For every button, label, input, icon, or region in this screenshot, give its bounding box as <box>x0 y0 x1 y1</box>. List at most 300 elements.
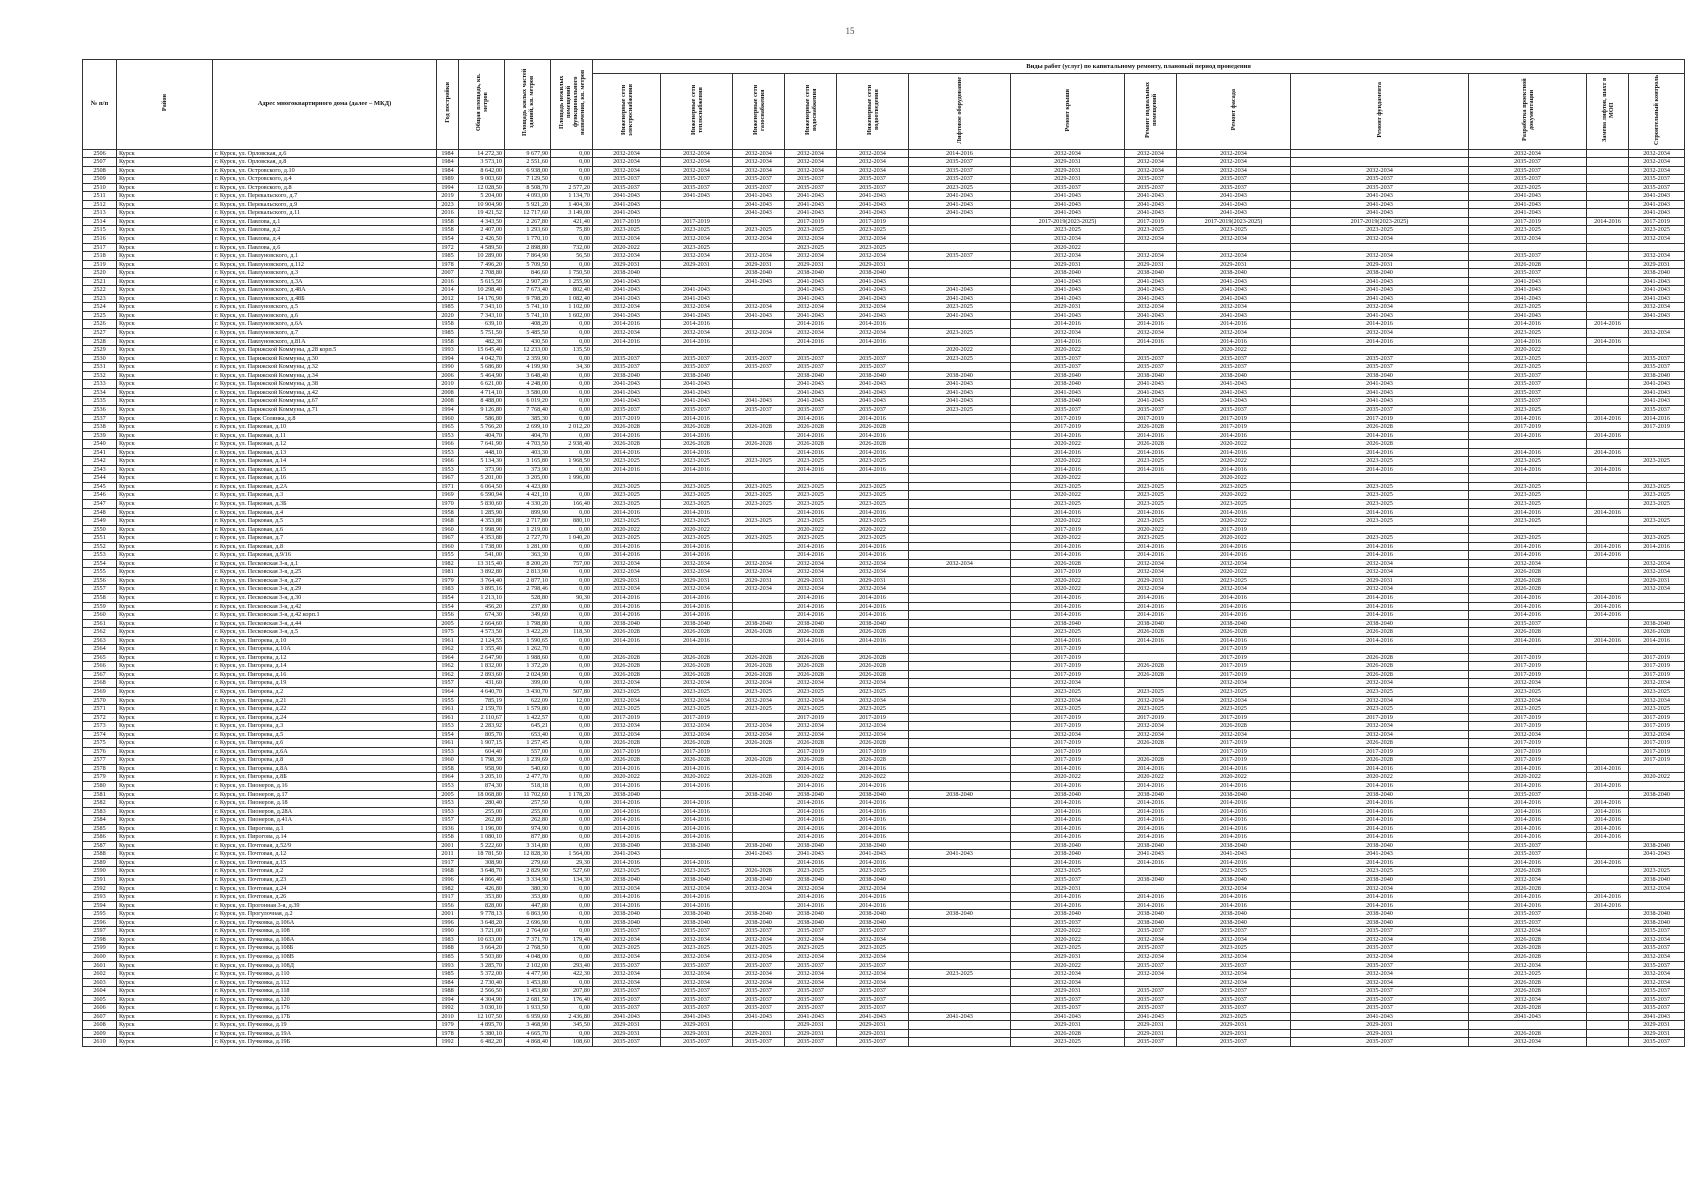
cell-heating: 2038-2040 <box>661 619 733 628</box>
cell-basement: 2038-2040 <box>1125 918 1177 927</box>
cell-row-num: 2551 <box>83 534 117 543</box>
table-row <box>83 952 1685 961</box>
cell-water: 2023-2025 <box>785 534 837 543</box>
cell-facade: 2032-2034 <box>1177 559 1291 568</box>
cell-water: 2035-2037 <box>785 927 837 936</box>
table-row <box>83 371 1685 380</box>
cell-living-area: 9 677,90 <box>505 149 551 158</box>
cell-facade: 2023-2025 <box>1177 944 1291 953</box>
cell-facade: 2023-2025 <box>1177 705 1291 714</box>
cell-living-area: 4 665,70 <box>505 1029 551 1038</box>
cell-foundation: 2026-2028 <box>1291 423 1469 432</box>
cell-foundation: 2041-2043 <box>1291 388 1469 397</box>
cell-address: г. Курск, ул. Парижской Коммуны, д.28 корп.5 <box>213 346 437 355</box>
cell-living-area: 1 988,60 <box>505 653 551 662</box>
cell-nonliving-area: 207,80 <box>551 987 593 996</box>
cell-water: 2014-2016 <box>785 782 837 791</box>
cell-facade: 2032-2034 <box>1177 585 1291 594</box>
cell-row-num: 2582 <box>83 799 117 808</box>
cell-facade: 2038-2040 <box>1177 790 1291 799</box>
table-body <box>83 149 1685 1046</box>
cell-district: Курск <box>117 970 213 979</box>
cell-elevator-replacement: 2014-2016 <box>1587 320 1629 329</box>
cell-address: г. Курск, ул. Пионеров, д.28А <box>213 807 437 816</box>
cell-elevator-replacement <box>1587 867 1629 876</box>
cell-elevator <box>909 645 1011 654</box>
col-header-address: Адрес многоквартирного дома (далее – МКД) <box>213 60 437 150</box>
cell-row-num: 2529 <box>83 346 117 355</box>
cell-facade: 2035-2037 <box>1177 175 1291 184</box>
cell-basement: 2041-2043 <box>1125 1012 1177 1021</box>
cell-nonliving-area: 90,30 <box>551 593 593 602</box>
cell-district: Курск <box>117 175 213 184</box>
cell-elevator <box>909 320 1011 329</box>
cell-roof: 2017-2019 <box>1011 568 1125 577</box>
cell-elevator-replacement <box>1587 884 1629 893</box>
cell-gas: 2035-2037 <box>733 183 785 192</box>
cell-roof: 2041-2043 <box>1011 200 1125 209</box>
cell-roof: 2023-2025 <box>1011 867 1125 876</box>
cell-elevator <box>909 927 1011 936</box>
cell-nonliving-area: 2 436,80 <box>551 1012 593 1021</box>
cell-district: Курск <box>117 944 213 953</box>
cell-total-area: 1 080,10 <box>459 833 505 842</box>
cell-foundation: 2026-2028 <box>1291 662 1469 671</box>
cell-total-area: 5 686,80 <box>459 363 505 372</box>
cell-foundation: 2023-2025 <box>1291 867 1469 876</box>
cell-address: г. Курск, ул. Парковая, д.15 <box>213 465 437 474</box>
cell-water: 2032-2034 <box>785 884 837 893</box>
cell-basement: 2032-2034 <box>1125 303 1177 312</box>
cell-roof: 2029-2031 <box>1011 175 1125 184</box>
cell-district: Курск <box>117 628 213 637</box>
cell-year: 1975 <box>437 628 459 637</box>
cell-gas: 2038-2040 <box>733 269 785 278</box>
cell-water: 2038-2040 <box>785 876 837 885</box>
cell-basement: 2023-2025 <box>1125 517 1177 526</box>
cell-row-num: 2560 <box>83 611 117 620</box>
col-header-district: Район <box>117 60 213 150</box>
cell-row-num: 2606 <box>83 1004 117 1013</box>
cell-elevator <box>909 517 1011 526</box>
cell-nonliving-area: 0,00 <box>551 568 593 577</box>
cell-heating: 2032-2034 <box>661 722 733 731</box>
cell-elevator-replacement <box>1587 670 1629 679</box>
cell-nonliving-area: 179,40 <box>551 935 593 944</box>
cell-basement: 2035-2037 <box>1125 405 1177 414</box>
cell-row-num: 2593 <box>83 893 117 902</box>
cell-district: Курск <box>117 824 213 833</box>
cell-heating: 2023-2025 <box>661 482 733 491</box>
cell-total-area: 8 488,00 <box>459 397 505 406</box>
cell-gas: 2032-2034 <box>733 679 785 688</box>
cell-nonliving-area: 0,00 <box>551 893 593 902</box>
cell-foundation: 2014-2016 <box>1291 593 1469 602</box>
cell-total-area: 2 283,92 <box>459 722 505 731</box>
cell-heating: 2035-2037 <box>661 927 733 936</box>
cell-address: г. Курск, ул. Пигорева, д.8 <box>213 756 437 765</box>
cell-foundation: 2035-2037 <box>1291 354 1469 363</box>
cell-gas: 2032-2034 <box>733 722 785 731</box>
table-row <box>83 448 1685 457</box>
cell-heating: 2017-2019 <box>661 747 733 756</box>
cell-roof: 2038-2040 <box>1011 380 1125 389</box>
cell-district: Курск <box>117 782 213 791</box>
cell-year: 1982 <box>437 559 459 568</box>
cell-electric: 2017-2019 <box>593 414 661 423</box>
cell-roof: 2014-2016 <box>1011 465 1125 474</box>
cell-address: г. Курск, ул. Парковая, д.4 <box>213 508 437 517</box>
col-header-nonliving-area: Площадь нежилых помещений функционального назначения, кв. метров <box>551 60 593 150</box>
cell-address: г. Курск, ул. Песковская 3-я, д.42 <box>213 602 437 611</box>
cell-living-area: 12 828,30 <box>505 850 551 859</box>
cell-year: 1982 <box>437 884 459 893</box>
cell-living-area: 262,80 <box>505 816 551 825</box>
cell-facade: 2014-2016 <box>1177 764 1291 773</box>
cell-design-docs: 2032-2034 <box>1469 961 1587 970</box>
cell-gas: 2038-2040 <box>733 841 785 850</box>
cell-design-docs: 2035-2037 <box>1469 397 1587 406</box>
cell-sewer: 2038-2040 <box>837 910 909 919</box>
cell-address: г. Курск, ул. Павлуновского, д.5 <box>213 303 437 312</box>
cell-water <box>785 474 837 483</box>
cell-heating: 2014-2016 <box>661 431 733 440</box>
cell-sewer: 2038-2040 <box>837 790 909 799</box>
cell-electric: 2035-2037 <box>593 1004 661 1013</box>
table-row <box>83 782 1685 791</box>
cell-total-area: 456,20 <box>459 602 505 611</box>
cell-water: 2014-2016 <box>785 465 837 474</box>
cell-address: г. Курск, ул. Почтовая, д.52/9 <box>213 841 437 850</box>
cell-electric: 2032-2034 <box>593 158 661 167</box>
cell-year: 1966 <box>437 457 459 466</box>
cell-electric: 2023-2025 <box>593 226 661 235</box>
cell-gas <box>733 337 785 346</box>
cell-elevator <box>909 978 1011 987</box>
cell-gas: 2032-2034 <box>733 235 785 244</box>
table-row <box>83 841 1685 850</box>
cell-heating: 2026-2028 <box>661 670 733 679</box>
cell-total-area: 9 003,60 <box>459 175 505 184</box>
cell-total-area: 4 343,50 <box>459 217 505 226</box>
cell-district: Курск <box>117 200 213 209</box>
cell-foundation: 2032-2034 <box>1291 252 1469 261</box>
cell-district: Курск <box>117 987 213 996</box>
cell-row-num: 2597 <box>83 927 117 936</box>
cell-water: 2032-2034 <box>785 329 837 338</box>
cell-foundation: 2014-2016 <box>1291 636 1469 645</box>
cell-construction-control: 2032-2034 <box>1629 149 1685 158</box>
cell-heating: 2017-2019 <box>661 713 733 722</box>
cell-gas <box>733 371 785 380</box>
cell-electric: 2035-2037 <box>593 183 661 192</box>
cell-total-area: 639,10 <box>459 320 505 329</box>
cell-year: 1990 <box>437 927 459 936</box>
cell-facade: 2014-2016 <box>1177 602 1291 611</box>
cell-nonliving-area: 135,50 <box>551 346 593 355</box>
cell-nonliving-area: 421,40 <box>551 217 593 226</box>
cell-sewer: 2026-2028 <box>837 662 909 671</box>
cell-district: Курск <box>117 893 213 902</box>
cell-foundation: 2014-2016 <box>1291 807 1469 816</box>
cell-row-num: 2608 <box>83 1021 117 1030</box>
cell-facade: 2020-2022 <box>1177 568 1291 577</box>
cell-elevator <box>909 508 1011 517</box>
cell-basement: 2038-2040 <box>1125 876 1177 885</box>
cell-sewer: 2041-2043 <box>837 294 909 303</box>
cell-roof: 2014-2016 <box>1011 858 1125 867</box>
cell-gas: 2023-2025 <box>733 482 785 491</box>
cell-gas: 2041-2043 <box>733 200 785 209</box>
cell-basement: 2023-2025 <box>1125 499 1177 508</box>
cell-address: г. Курск, ул. Пионеров, д.41А <box>213 816 437 825</box>
cell-total-area: 5 222,60 <box>459 841 505 850</box>
table-row <box>83 876 1685 885</box>
cell-elevator-replacement: 2014-2016 <box>1587 764 1629 773</box>
cell-water: 2041-2043 <box>785 200 837 209</box>
cell-district: Курск <box>117 653 213 662</box>
cell-gas <box>733 611 785 620</box>
cell-elevator-replacement <box>1587 679 1629 688</box>
cell-facade: 2017-2019 <box>1177 414 1291 423</box>
cell-foundation: 2020-2022 <box>1291 773 1469 782</box>
cell-elevator-replacement <box>1587 286 1629 295</box>
cell-design-docs: 2023-2025 <box>1469 970 1587 979</box>
cell-roof: 2020-2022 <box>1011 346 1125 355</box>
cell-basement: 2041-2043 <box>1125 380 1177 389</box>
cell-design-docs <box>1469 525 1587 534</box>
cell-water: 2023-2025 <box>785 517 837 526</box>
cell-nonliving-area: 0,00 <box>551 465 593 474</box>
cell-year: 2001 <box>437 910 459 919</box>
cell-elevator-replacement <box>1587 482 1629 491</box>
cell-elevator-replacement <box>1587 474 1629 483</box>
cell-total-area: 3 285,70 <box>459 961 505 970</box>
cell-row-num: 2565 <box>83 653 117 662</box>
cell-design-docs <box>1469 440 1587 449</box>
cell-gas <box>733 901 785 910</box>
cell-district: Курск <box>117 542 213 551</box>
cell-row-num: 2564 <box>83 645 117 654</box>
table-row <box>83 534 1685 543</box>
cell-sewer: 2038-2040 <box>837 876 909 885</box>
cell-address: г. Курск, ул. Пучковка, д.19 <box>213 1021 437 1030</box>
cell-district: Курск <box>117 166 213 175</box>
cell-year: 2010 <box>437 380 459 389</box>
cell-elevator <box>909 457 1011 466</box>
cell-gas <box>733 465 785 474</box>
cell-elevator-replacement: 2014-2016 <box>1587 824 1629 833</box>
cell-elevator-replacement <box>1587 790 1629 799</box>
cell-design-docs: 2041-2043 <box>1469 286 1587 295</box>
cell-foundation: 2014-2016 <box>1291 542 1469 551</box>
cell-year: 1984 <box>437 166 459 175</box>
cell-elevator: 2041-2043 <box>909 200 1011 209</box>
cell-row-num: 2541 <box>83 448 117 457</box>
cell-construction-control <box>1629 807 1685 816</box>
cell-sewer: 2026-2028 <box>837 653 909 662</box>
cell-gas: 2041-2043 <box>733 209 785 218</box>
cell-elevator: 2041-2043 <box>909 311 1011 320</box>
cell-year: 1953 <box>437 747 459 756</box>
cell-elevator-replacement <box>1587 200 1629 209</box>
cell-facade: 2041-2043 <box>1177 286 1291 295</box>
cell-basement: 2032-2034 <box>1125 970 1177 979</box>
cell-total-area: 4 895,70 <box>459 1021 505 1030</box>
cell-basement: 2041-2043 <box>1125 209 1177 218</box>
cell-row-num: 2577 <box>83 756 117 765</box>
cell-elevator-replacement <box>1587 346 1629 355</box>
cell-foundation: 2017-2019 <box>1291 713 1469 722</box>
cell-elevator: 2023-2025 <box>909 405 1011 414</box>
cell-living-area: 540,60 <box>505 764 551 773</box>
cell-district: Курск <box>117 1021 213 1030</box>
cell-heating: 2029-2031 <box>661 260 733 269</box>
cell-total-area: 2 407,00 <box>459 226 505 235</box>
cell-district: Курск <box>117 260 213 269</box>
cell-sewer: 2032-2034 <box>837 935 909 944</box>
cell-elevator <box>909 747 1011 756</box>
table-row <box>83 158 1685 167</box>
cell-construction-control: 2038-2040 <box>1629 876 1685 885</box>
cell-district: Курск <box>117 474 213 483</box>
cell-gas: 2032-2034 <box>733 303 785 312</box>
cell-elevator: 2032-2034 <box>909 559 1011 568</box>
cell-design-docs: 2014-2016 <box>1469 414 1587 423</box>
cell-sewer: 2032-2034 <box>837 329 909 338</box>
cell-facade: 2038-2040 <box>1177 619 1291 628</box>
cell-total-area: 805,70 <box>459 730 505 739</box>
cell-foundation: 2032-2034 <box>1291 303 1469 312</box>
cell-design-docs: 2014-2016 <box>1469 807 1587 816</box>
cell-electric: 2038-2040 <box>593 790 661 799</box>
cell-roof: 2023-2025 <box>1011 705 1125 714</box>
cell-electric: 2014-2016 <box>593 431 661 440</box>
cell-nonliving-area: 0,00 <box>551 636 593 645</box>
cell-elevator: 2041-2043 <box>909 209 1011 218</box>
cell-elevator <box>909 884 1011 893</box>
cell-nonliving-area: 0,00 <box>551 910 593 919</box>
cell-address: г. Курск, ул. Песковская 3-я, д.29 <box>213 585 437 594</box>
cell-design-docs: 2014-2016 <box>1469 508 1587 517</box>
cell-living-area: 2 359,90 <box>505 354 551 363</box>
cell-basement: 2035-2037 <box>1125 1004 1177 1013</box>
cell-facade: 2041-2043 <box>1177 850 1291 859</box>
cell-foundation: 2014-2016 <box>1291 893 1469 902</box>
cell-row-num: 2512 <box>83 200 117 209</box>
cell-heating: 2032-2034 <box>661 303 733 312</box>
cell-total-area: 5 751,50 <box>459 329 505 338</box>
cell-electric: 2014-2016 <box>593 320 661 329</box>
cell-design-docs: 2041-2043 <box>1469 294 1587 303</box>
cell-living-area: 403,30 <box>505 448 551 457</box>
cell-electric: 2014-2016 <box>593 807 661 816</box>
cell-living-area: 6 019,20 <box>505 397 551 406</box>
cell-heating: 2026-2028 <box>661 440 733 449</box>
cell-basement: 2032-2034 <box>1125 559 1177 568</box>
cell-roof: 2017-2019 <box>1011 653 1125 662</box>
cell-heating <box>661 209 733 218</box>
cell-district: Курск <box>117 935 213 944</box>
cell-gas: 2032-2034 <box>733 329 785 338</box>
cell-basement: 2032-2034 <box>1125 952 1177 961</box>
cell-heating: 2035-2037 <box>661 354 733 363</box>
cell-elevator-replacement <box>1587 730 1629 739</box>
cell-electric: 2032-2034 <box>593 235 661 244</box>
cell-basement: 2020-2022 <box>1125 773 1177 782</box>
cell-water: 2032-2034 <box>785 559 837 568</box>
cell-construction-control: 2035-2037 <box>1629 354 1685 363</box>
cell-address: г. Курск, ул. Пучковка, д.17Б <box>213 1012 437 1021</box>
cell-electric: 2014-2016 <box>593 764 661 773</box>
cell-row-num: 2584 <box>83 816 117 825</box>
cell-year: 1967 <box>437 534 459 543</box>
cell-gas <box>733 858 785 867</box>
capital-repair-table <box>82 59 1685 1047</box>
cell-elevator <box>909 918 1011 927</box>
cell-water: 2014-2016 <box>785 542 837 551</box>
cell-nonliving-area: 0,00 <box>551 491 593 500</box>
cell-gas: 2032-2034 <box>733 730 785 739</box>
cell-facade: 2038-2040 <box>1177 841 1291 850</box>
cell-district: Курск <box>117 192 213 201</box>
cell-elevator-replacement: 2014-2016 <box>1587 893 1629 902</box>
cell-foundation: 2032-2034 <box>1291 329 1469 338</box>
cell-construction-control <box>1629 816 1685 825</box>
cell-nonliving-area: 0,00 <box>551 337 593 346</box>
cell-total-area: 586,80 <box>459 414 505 423</box>
cell-elevator <box>909 363 1011 372</box>
cell-design-docs: 2023-2025 <box>1469 226 1587 235</box>
cell-design-docs: 2023-2025 <box>1469 457 1587 466</box>
cell-elevator <box>909 756 1011 765</box>
cell-year: 1955 <box>437 551 459 560</box>
cell-basement <box>1125 867 1177 876</box>
cell-foundation: 2032-2034 <box>1291 730 1469 739</box>
cell-electric: 2035-2037 <box>593 354 661 363</box>
cell-living-area: 353,80 <box>505 893 551 902</box>
table-row <box>83 542 1685 551</box>
cell-gas <box>733 764 785 773</box>
cell-nonliving-area: 0,00 <box>551 824 593 833</box>
table-row <box>83 995 1685 1004</box>
table-row <box>83 628 1685 637</box>
cell-year: 1917 <box>437 858 459 867</box>
cell-roof: 2023-2025 <box>1011 944 1125 953</box>
col-header-elevator-replacement: Замена лифтов, шахт в МОП <box>1587 74 1629 150</box>
cell-basement: 2014-2016 <box>1125 807 1177 816</box>
cell-row-num: 2588 <box>83 850 117 859</box>
cell-basement: 2023-2025 <box>1125 491 1177 500</box>
cell-electric: 2014-2016 <box>593 833 661 842</box>
cell-total-area: 12 028,50 <box>459 183 505 192</box>
cell-construction-control: 2032-2034 <box>1629 158 1685 167</box>
cell-design-docs: 2017-2019 <box>1469 739 1587 748</box>
cell-gas <box>733 593 785 602</box>
cell-facade: 2014-2016 <box>1177 337 1291 346</box>
cell-design-docs: 2035-2037 <box>1469 380 1587 389</box>
cell-living-area: 4 248,00 <box>505 380 551 389</box>
cell-gas: 2032-2034 <box>733 696 785 705</box>
cell-gas: 2038-2040 <box>733 790 785 799</box>
cell-design-docs: 2014-2016 <box>1469 901 1587 910</box>
cell-construction-control: 2041-2043 <box>1629 286 1685 295</box>
cell-electric: 2014-2016 <box>593 602 661 611</box>
cell-roof: 2032-2034 <box>1011 252 1125 261</box>
cell-district: Курск <box>117 448 213 457</box>
cell-water: 2023-2025 <box>785 688 837 697</box>
cell-district: Курск <box>117 696 213 705</box>
